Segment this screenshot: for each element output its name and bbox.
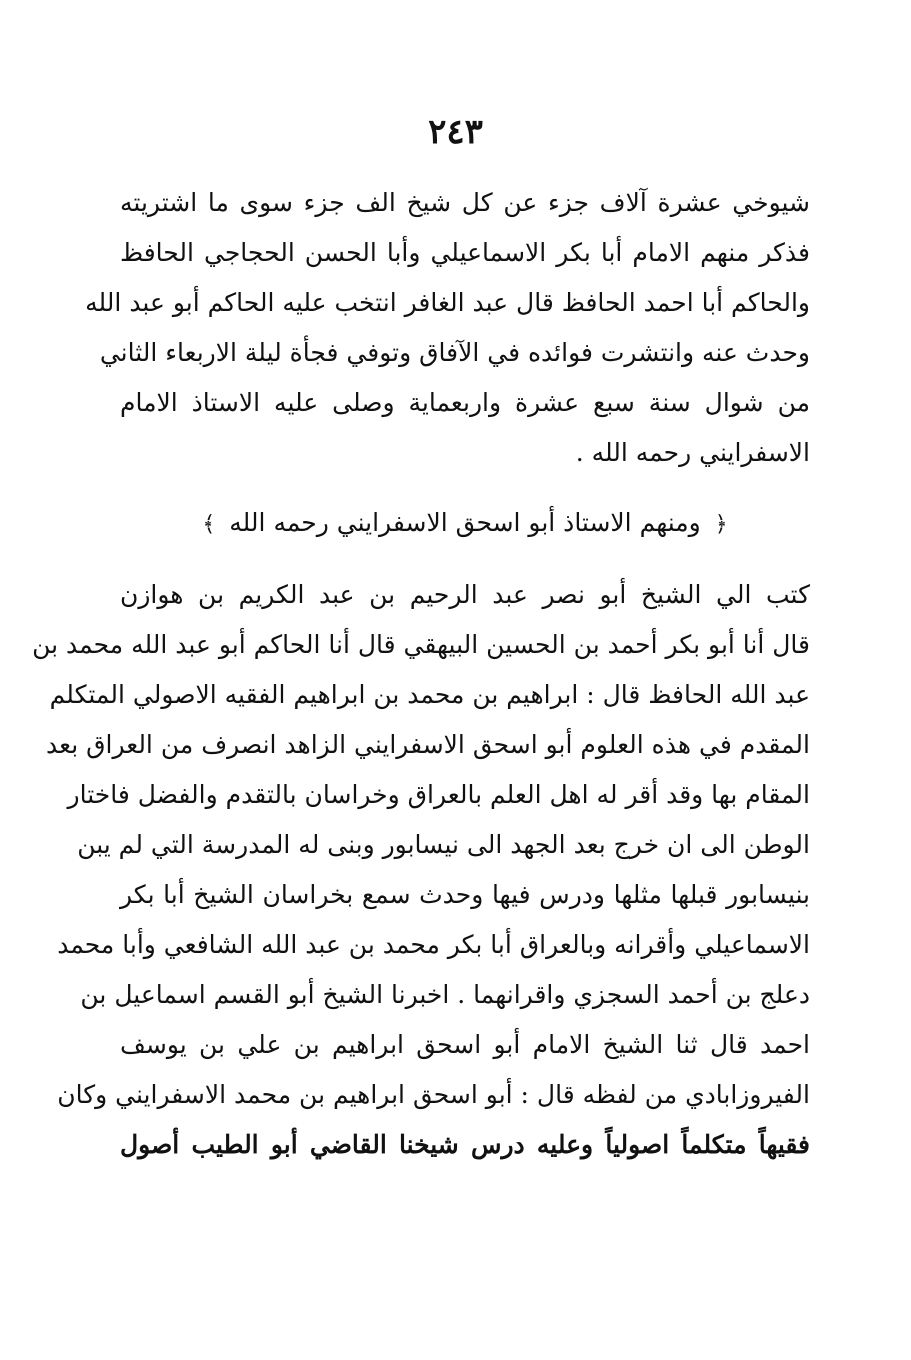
- text-line: كتب الي الشيخ أبو نصر عبد الرحيم بن عبد الكريم بن هوازن: [120, 580, 810, 609]
- text-line: شيوخي عشرة آلاف جزء عن كل شيخ الف جزء سوى ما اشتريته: [120, 188, 810, 217]
- paragraph-1: [85, 178, 810, 478]
- ornament-bracket-left: ﴾: [202, 512, 216, 537]
- ornament-bracket-right: ﴿: [714, 512, 728, 537]
- text-line: الاسماعيلي وأقرانه وبالعراق أبا بكر محمد بن عبد الله الشافعي وأبا محمد: [57, 930, 810, 959]
- paragraph-2: [32, 570, 810, 1170]
- text-line: الوطن الى ان خرج بعد الجهد الى نيسابور وبنى له المدرسة التي لم يبن: [77, 830, 810, 859]
- text-line: الاسفرايني رحمه الله .: [575, 438, 810, 467]
- text-line: عبد الله الحافظ قال : ابراهيم بن محمد بن ابراهيم الفقيه الاصولي المتكلم: [49, 680, 810, 709]
- section-heading-text: ومنهم الاستاذ أبو اسحق الاسفرايني رحمه الله: [229, 508, 701, 537]
- text-line: المقام بها وقد أقر له اهل العلم بالعراق وخراسان بالتقدم والفضل فاختار: [67, 780, 810, 809]
- text-line: من شوال سنة سبع عشرة واربعماية وصلى عليه الاستاذ الامام: [120, 388, 810, 417]
- text-line: فذكر منهم الامام أبا بكر الاسماعيلي وأبا الحسن الحجاجي الحافظ: [120, 238, 810, 267]
- text-line: الفيروزابادي من لفظه قال : أبو اسحق ابراهيم بن محمد الاسفرايني وكان: [57, 1080, 810, 1109]
- section-heading: [120, 498, 810, 550]
- page-number: ٢٤٣: [428, 112, 483, 152]
- text-line: فقيهاً متكلماً اصولياً وعليه درس شيخنا القاضي أبو الطيب أصول: [120, 1130, 810, 1159]
- text-line: بنيسابور قبلها مثلها ودرس فيها وحدث سمع بخراسان الشيخ أبا بكر: [120, 880, 810, 909]
- text-line: المقدم في هذه العلوم أبو اسحق الاسفرايني الزاهد انصرف من العراق بعد: [46, 730, 810, 759]
- text-line: دعلج بن أحمد السجزي واقرانهما . اخبرنا الشيخ أبو القسم اسماعيل بن: [80, 980, 810, 1009]
- text-line: وحدث عنه وانتشرت فوائده في الآفاق وتوفي فجأة ليلة الاربعاء الثاني: [99, 338, 810, 367]
- text-line: والحاكم أبا احمد الحافظ قال عبد الغافر انتخب عليه الحاكم أبو عبد الله: [85, 288, 810, 317]
- text-line: قال أنا أبو بكر أحمد بن الحسين البيهقي قال أنا الحاكم أبو عبد الله محمد بن: [32, 630, 810, 659]
- text-line: احمد قال ثنا الشيخ الامام أبو اسحق ابراهيم بن علي بن يوسف: [120, 1030, 810, 1059]
